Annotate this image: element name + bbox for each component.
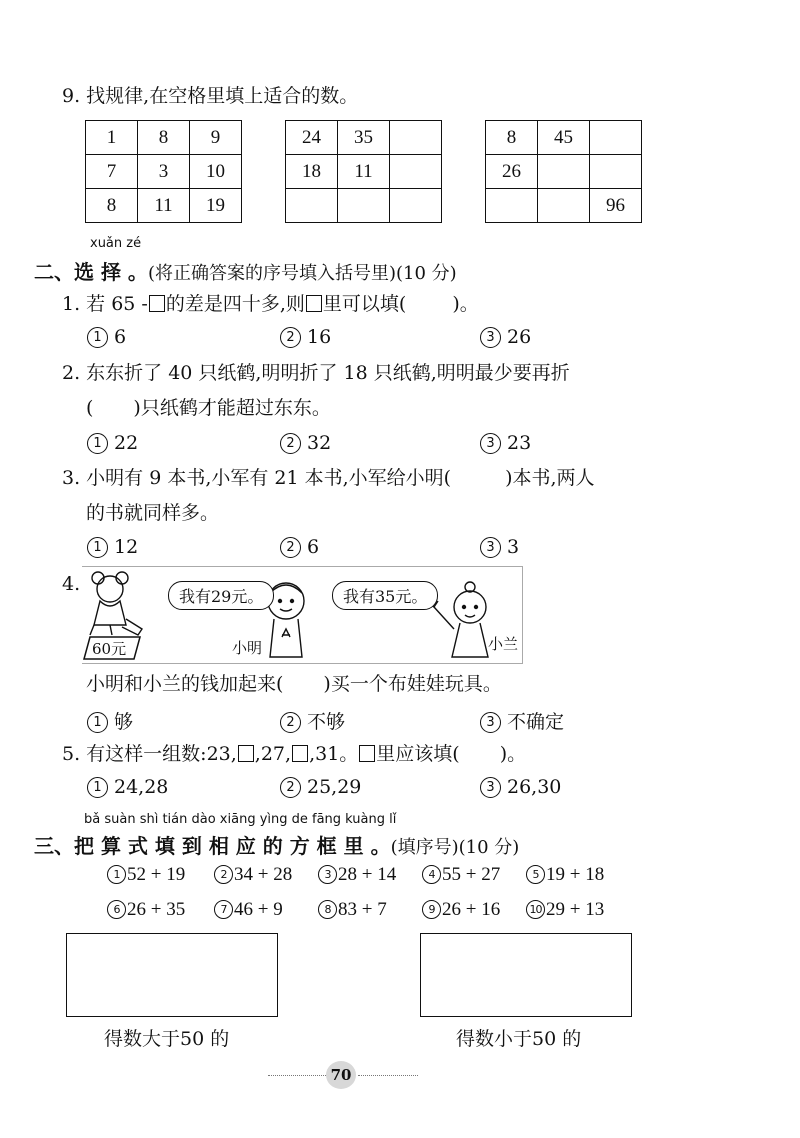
- grid-cell: 11: [338, 155, 390, 189]
- expression-10: [526, 899, 604, 921]
- blank-square: [306, 295, 322, 312]
- circled-number-icon: 7: [214, 900, 233, 919]
- q1-option-2[interactable]: [280, 326, 331, 348]
- q1-text-c: 里可以填(: [322, 293, 407, 315]
- grid-cell: 18: [286, 155, 338, 189]
- option-text: 16: [307, 326, 332, 348]
- q1-text-d: )。: [452, 293, 479, 315]
- q4-text: [86, 672, 502, 696]
- blank-square: [238, 745, 254, 762]
- circled-number-icon: 2: [280, 433, 301, 454]
- expression-9: [422, 899, 500, 921]
- q3-text-a: 3. 小明有 9 本书,小军有 21 本书,小军给小明(: [62, 467, 452, 489]
- circled-number-icon: 2: [280, 712, 301, 733]
- q3-line1: [62, 466, 595, 490]
- option-text: 22: [114, 432, 139, 454]
- grid-blank-cell[interactable]: [286, 189, 338, 223]
- section2-header: [34, 256, 457, 285]
- circled-number-icon: 3: [480, 433, 501, 454]
- grid-cell: 26: [486, 155, 538, 189]
- blank-square: [359, 745, 375, 762]
- expression-7: [214, 899, 283, 921]
- section3-title: 三、把 算 式 填 到 相 应 的 方 框 里 。: [34, 834, 391, 858]
- expression-1: [107, 864, 185, 886]
- pattern-grid-2: [285, 120, 442, 223]
- name-xiaolan: 小兰: [488, 635, 519, 653]
- page-number: 70: [330, 1066, 352, 1084]
- option-text: 不够: [307, 711, 346, 733]
- q1-text-b: 的差是四十多,则: [165, 293, 305, 315]
- q5-option-2[interactable]: [280, 776, 361, 798]
- option-text: 32: [307, 432, 332, 454]
- grid-blank-cell[interactable]: [486, 189, 538, 223]
- circled-number-icon: 1: [107, 865, 126, 884]
- grid-cell: 24: [286, 121, 338, 155]
- grid-blank-cell[interactable]: [338, 189, 390, 223]
- circled-number-icon: 3: [480, 712, 501, 733]
- q2-option-2[interactable]: [280, 432, 331, 454]
- option-text: 25,29: [307, 776, 362, 798]
- option-text: 不确定: [507, 711, 565, 733]
- q4-option-2[interactable]: [280, 707, 345, 734]
- expression-text: 19 + 18: [546, 864, 605, 885]
- q5-text-a: 5. 有这样一组数:23,: [62, 743, 237, 765]
- circled-number-icon: 3: [318, 865, 337, 884]
- q9-title: 9. 找规律,在空格里填上适合的数。: [62, 85, 359, 107]
- expression-text: 26 + 16: [442, 899, 501, 920]
- q3-option-2[interactable]: [280, 536, 319, 558]
- grid-blank-cell[interactable]: [390, 189, 442, 223]
- speech-bubble-xiaolan: 我有35元。: [332, 581, 438, 610]
- circled-number-icon: 1: [87, 433, 108, 454]
- circled-number-icon: 2: [280, 327, 301, 348]
- grid-cell: 96: [590, 189, 642, 223]
- q1-option-3[interactable]: [480, 326, 531, 348]
- circled-number-icon: 8: [318, 900, 337, 919]
- caption-less-than-50: 得数小于50 的: [456, 1028, 582, 1050]
- circled-number-icon: 6: [107, 900, 126, 919]
- q3-option-1[interactable]: [87, 536, 138, 558]
- section3-pinyin: bǎ suàn shì tián dào xiāng yìng de fāng kuàng lǐ: [84, 812, 397, 827]
- grid-cell: 3: [138, 155, 190, 189]
- q4-text-b: )买一个布娃娃玩具。: [323, 673, 502, 695]
- q5-text-e: )。: [499, 743, 527, 765]
- expression-2: [214, 864, 292, 886]
- q2-option-1[interactable]: [87, 432, 138, 454]
- q3-text-b: )本书,两人: [505, 467, 595, 489]
- grid-cell: 7: [86, 155, 138, 189]
- q3-line2: 的书就同样多。: [86, 502, 220, 524]
- expression-5: [526, 864, 604, 886]
- circled-number-icon: 5: [526, 865, 545, 884]
- q3-option-3[interactable]: [480, 536, 519, 558]
- circled-number-icon: 2: [214, 865, 233, 884]
- expression-text: 52 + 19: [127, 864, 186, 885]
- expression-text: 34 + 28: [234, 864, 293, 885]
- q2-line2: [86, 396, 331, 420]
- q5-text-c: ,31。: [309, 743, 359, 765]
- circled-number-icon: 4: [422, 865, 441, 884]
- q4-illustration: [82, 566, 523, 664]
- q2-line1: 2. 东东折了 40 只纸鹤,明明折了 18 只纸鹤,明明最少要再折: [62, 362, 570, 384]
- grid-cell: 35: [338, 121, 390, 155]
- grid-cell: 8: [486, 121, 538, 155]
- expression-text: 28 + 14: [338, 864, 397, 885]
- option-text: 26,30: [507, 776, 562, 798]
- expression-text: 46 + 9: [234, 899, 283, 920]
- grid-cell: 19: [190, 189, 242, 223]
- q5-text-b: ,27,: [254, 743, 292, 765]
- section2-pinyin: xuǎn zé: [90, 236, 142, 251]
- speech-bubble-xiaoming: 我有29元。: [168, 581, 274, 610]
- pattern-grid-3: [485, 120, 642, 223]
- grid-blank-cell[interactable]: [538, 155, 590, 189]
- expression-6: [107, 899, 185, 921]
- grid-cell: 45: [538, 121, 590, 155]
- q2-text-a: (: [86, 397, 94, 419]
- answer-box-less-than-50[interactable]: [420, 933, 632, 1017]
- option-text: 够: [114, 711, 134, 733]
- circled-number-icon: 9: [422, 900, 441, 919]
- q4-option-3[interactable]: [480, 707, 564, 734]
- grid-cell: 1: [86, 121, 138, 155]
- price-tag-label: 60元: [92, 640, 127, 658]
- circled-number-icon: 10: [526, 900, 545, 919]
- blank-square: [292, 745, 308, 762]
- q2-option-3[interactable]: [480, 432, 531, 454]
- footer-dotted-line-right: [358, 1075, 418, 1076]
- grid-cell: 8: [138, 121, 190, 155]
- q1-text-a: 1. 若 65 -: [62, 293, 148, 315]
- pattern-grid-1: [85, 120, 242, 223]
- expression-3: [318, 864, 396, 886]
- caption-greater-than-50: 得数大于50 的: [104, 1028, 230, 1050]
- circled-number-icon: 3: [480, 537, 501, 558]
- q4-text-a: 小明和小兰的钱加起来(: [86, 673, 284, 695]
- circled-number-icon: 2: [280, 777, 301, 798]
- option-text: 12: [114, 536, 139, 558]
- grid-cell: 8: [86, 189, 138, 223]
- grid-blank-cell[interactable]: [590, 155, 642, 189]
- girl-figure-icon: [430, 582, 488, 657]
- option-text: 6: [114, 326, 127, 348]
- q5-option-1[interactable]: [87, 776, 168, 798]
- blank-square: [149, 295, 165, 312]
- option-text: 23: [507, 432, 532, 454]
- q1-option-1[interactable]: [87, 326, 126, 348]
- name-xiaoming: 小明: [232, 639, 263, 657]
- option-text: 26: [507, 326, 532, 348]
- circled-number-icon: 3: [480, 327, 501, 348]
- option-text: 6: [307, 536, 320, 558]
- expression-text: 55 + 27: [442, 864, 501, 885]
- grid-cell: 9: [190, 121, 242, 155]
- page-number-badge: [326, 1061, 356, 1089]
- q5-option-3[interactable]: [480, 776, 561, 798]
- section3-header: [34, 830, 519, 859]
- option-text: 3: [507, 536, 520, 558]
- grid-blank-cell[interactable]: [538, 189, 590, 223]
- doll-figure-icon: [90, 572, 142, 635]
- grid-blank-cell[interactable]: [590, 121, 642, 155]
- section2-title: 二、选 择 。: [34, 260, 148, 284]
- expression-text: 83 + 7: [338, 899, 387, 920]
- q5-text-d: 里应该填(: [376, 743, 460, 765]
- footer-dotted-line-left: [268, 1075, 326, 1076]
- grid-cell: 10: [190, 155, 242, 189]
- section2-note: (将正确答案的序号填入括号里)(10 分): [147, 263, 457, 284]
- q4-number: 4.: [62, 573, 81, 595]
- expression-text: 29 + 13: [546, 899, 605, 920]
- answer-box-greater-than-50[interactable]: [66, 933, 278, 1017]
- grid-blank-cell[interactable]: [390, 121, 442, 155]
- circled-number-icon: 1: [87, 712, 108, 733]
- circled-number-icon: 3: [480, 777, 501, 798]
- expression-text: 26 + 35: [127, 899, 186, 920]
- circled-number-icon: 1: [87, 537, 108, 558]
- expression-4: [422, 864, 500, 886]
- grid-blank-cell[interactable]: [390, 155, 442, 189]
- option-text: 24,28: [114, 776, 169, 798]
- q2-text-b: )只纸鹤才能超过东东。: [133, 397, 331, 419]
- grid-cell: 11: [138, 189, 190, 223]
- q5-text: [62, 742, 526, 766]
- q4-option-1[interactable]: [87, 707, 133, 734]
- section3-note: (填序号)(10 分): [390, 837, 520, 858]
- circled-number-icon: 2: [280, 537, 301, 558]
- circled-number-icon: 1: [87, 327, 108, 348]
- illustration-art: [82, 567, 522, 663]
- expression-8: [318, 899, 387, 921]
- q1-text: [62, 292, 479, 316]
- circled-number-icon: 1: [87, 777, 108, 798]
